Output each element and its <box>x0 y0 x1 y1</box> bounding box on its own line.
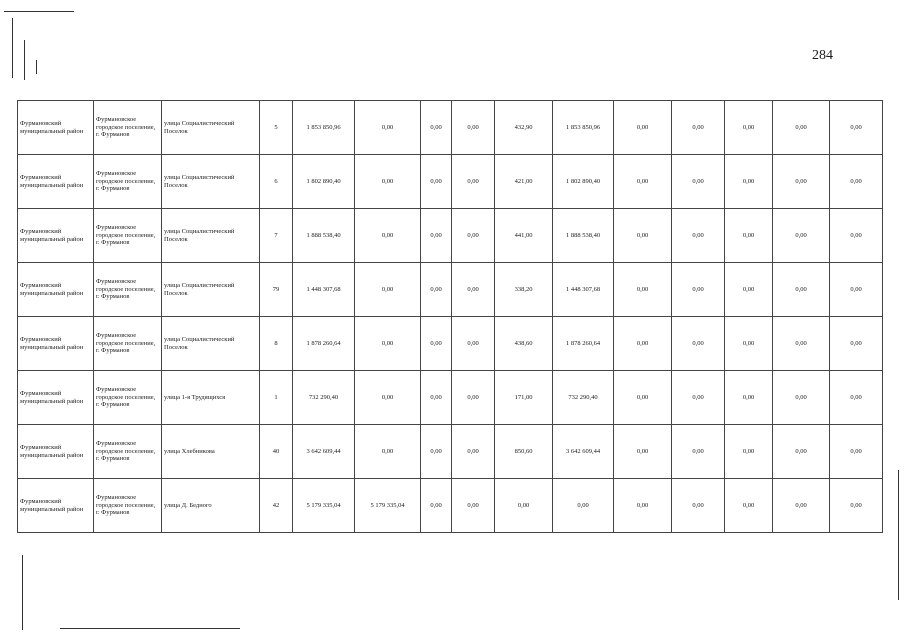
cell-value-1: 1 888 538,40 <box>293 209 355 263</box>
cell-value-9: 0,00 <box>725 155 773 209</box>
cell-value-9: 0,00 <box>725 101 773 155</box>
cell-value-9: 0,00 <box>725 425 773 479</box>
cell-value-8: 0,00 <box>672 425 725 479</box>
cell-value-8: 0,00 <box>672 317 725 371</box>
cell-value-7: 0,00 <box>614 101 672 155</box>
table-row <box>18 479 883 533</box>
cell-value-2: 0,00 <box>355 101 421 155</box>
cell-value-6: 1 802 890,40 <box>553 155 614 209</box>
cell-value-10: 0,00 <box>773 209 830 263</box>
cell-house-number: 8 <box>260 317 293 371</box>
cell-value-10: 0,00 <box>773 155 830 209</box>
cell-value-5: 338,20 <box>495 263 553 317</box>
cell-value-11: 0,00 <box>830 371 883 425</box>
cell-value-4: 0,00 <box>452 263 495 317</box>
cell-settlement: Фурмановское городское поселение, г. Фурманов <box>94 425 162 479</box>
cell-value-2: 5 179 335,04 <box>355 479 421 533</box>
cell-value-4: 0,00 <box>452 371 495 425</box>
cell-value-11: 0,00 <box>830 317 883 371</box>
cell-value-5: 421,00 <box>495 155 553 209</box>
cell-settlement: Фурмановское городское поселение, г. Фурманов <box>94 479 162 533</box>
scan-artifact <box>898 470 899 600</box>
cell-house-number: 6 <box>260 155 293 209</box>
cell-value-1: 3 642 609,44 <box>293 425 355 479</box>
cell-value-4: 0,00 <box>452 155 495 209</box>
cell-value-3: 0,00 <box>421 209 452 263</box>
scan-artifact <box>60 628 240 629</box>
cell-value-10: 0,00 <box>773 263 830 317</box>
cell-settlement: Фурмановское городское поселение, г. Фурманов <box>94 371 162 425</box>
table-row <box>18 263 883 317</box>
cell-value-10: 0,00 <box>773 317 830 371</box>
cell-value-1: 5 179 335,04 <box>293 479 355 533</box>
cell-value-3: 0,00 <box>421 371 452 425</box>
cell-value-9: 0,00 <box>725 263 773 317</box>
cell-value-3: 0,00 <box>421 101 452 155</box>
cell-settlement: Фурмановское городское поселение, г. Фурманов <box>94 317 162 371</box>
cell-value-1: 1 853 850,96 <box>293 101 355 155</box>
cell-value-11: 0,00 <box>830 155 883 209</box>
cell-value-9: 0,00 <box>725 479 773 533</box>
cell-value-4: 0,00 <box>452 479 495 533</box>
cell-district: Фурмановский муниципальный район <box>18 155 94 209</box>
cell-value-11: 0,00 <box>830 209 883 263</box>
cell-value-6: 732 290,40 <box>553 371 614 425</box>
cell-value-3: 0,00 <box>421 155 452 209</box>
cell-house-number: 7 <box>260 209 293 263</box>
cell-value-3: 0,00 <box>421 479 452 533</box>
cell-settlement: Фурмановское городское поселение, г. Фурманов <box>94 209 162 263</box>
cell-settlement: Фурмановское городское поселение, г. Фурманов <box>94 155 162 209</box>
cell-house-number: 40 <box>260 425 293 479</box>
cell-value-4: 0,00 <box>452 101 495 155</box>
cell-value-11: 0,00 <box>830 479 883 533</box>
cell-value-8: 0,00 <box>672 209 725 263</box>
cell-value-1: 1 878 260,64 <box>293 317 355 371</box>
cell-district: Фурмановский муниципальный район <box>18 479 94 533</box>
cell-value-8: 0,00 <box>672 479 725 533</box>
cell-value-11: 0,00 <box>830 101 883 155</box>
cell-value-3: 0,00 <box>421 317 452 371</box>
cell-value-8: 0,00 <box>672 101 725 155</box>
scan-artifact <box>24 40 25 80</box>
cell-value-5: 441,00 <box>495 209 553 263</box>
cell-value-1: 732 290,40 <box>293 371 355 425</box>
cell-street: улица Социалистический Поселок <box>162 263 260 317</box>
cell-district: Фурмановский муниципальный район <box>18 371 94 425</box>
cell-value-10: 0,00 <box>773 425 830 479</box>
cell-street: улица Социалистический Поселок <box>162 101 260 155</box>
cell-value-11: 0,00 <box>830 263 883 317</box>
cell-value-7: 0,00 <box>614 209 672 263</box>
cell-value-5: 850,60 <box>495 425 553 479</box>
cell-district: Фурмановский муниципальный район <box>18 209 94 263</box>
cell-value-7: 0,00 <box>614 479 672 533</box>
cell-value-5: 438,60 <box>495 317 553 371</box>
cell-value-2: 0,00 <box>355 209 421 263</box>
cell-value-6: 1 853 850,96 <box>553 101 614 155</box>
scan-artifact <box>12 18 13 78</box>
cell-value-6: 0,00 <box>553 479 614 533</box>
cell-value-4: 0,00 <box>452 425 495 479</box>
scan-artifact <box>36 60 37 74</box>
cell-value-6: 1 878 260,64 <box>553 317 614 371</box>
table-row <box>18 101 883 155</box>
cell-street: улица Социалистический Поселок <box>162 209 260 263</box>
cell-value-7: 0,00 <box>614 425 672 479</box>
scan-artifact <box>4 11 74 12</box>
cell-value-4: 0,00 <box>452 209 495 263</box>
cell-value-7: 0,00 <box>614 371 672 425</box>
cell-district: Фурмановский муниципальный район <box>18 101 94 155</box>
housing-register-table <box>17 100 883 533</box>
cell-value-8: 0,00 <box>672 263 725 317</box>
cell-value-2: 0,00 <box>355 155 421 209</box>
cell-value-8: 0,00 <box>672 155 725 209</box>
table-row <box>18 155 883 209</box>
cell-value-5: 432,90 <box>495 101 553 155</box>
cell-street: улица Д. Бедного <box>162 479 260 533</box>
cell-district: Фурмановский муниципальный район <box>18 425 94 479</box>
cell-value-11: 0,00 <box>830 425 883 479</box>
cell-value-1: 1 448 307,68 <box>293 263 355 317</box>
cell-value-10: 0,00 <box>773 479 830 533</box>
cell-value-3: 0,00 <box>421 425 452 479</box>
cell-house-number: 42 <box>260 479 293 533</box>
cell-value-10: 0,00 <box>773 371 830 425</box>
cell-value-5: 0,00 <box>495 479 553 533</box>
cell-value-9: 0,00 <box>725 371 773 425</box>
cell-value-7: 0,00 <box>614 317 672 371</box>
cell-street: улица Социалистический Поселок <box>162 155 260 209</box>
cell-house-number: 5 <box>260 101 293 155</box>
cell-value-9: 0,00 <box>725 209 773 263</box>
table-row <box>18 425 883 479</box>
cell-value-1: 1 802 890,40 <box>293 155 355 209</box>
cell-settlement: Фурмановское городское поселение, г. Фурманов <box>94 101 162 155</box>
cell-value-6: 1 448 307,68 <box>553 263 614 317</box>
cell-street: улица 1-я Трудящихся <box>162 371 260 425</box>
scan-artifact <box>22 555 23 630</box>
cell-value-2: 0,00 <box>355 263 421 317</box>
cell-value-10: 0,00 <box>773 101 830 155</box>
cell-house-number: 79 <box>260 263 293 317</box>
cell-value-9: 0,00 <box>725 317 773 371</box>
cell-street: улица Социалистический Поселок <box>162 317 260 371</box>
cell-value-3: 0,00 <box>421 263 452 317</box>
cell-value-8: 0,00 <box>672 371 725 425</box>
table-row <box>18 371 883 425</box>
table-row <box>18 209 883 263</box>
cell-house-number: 1 <box>260 371 293 425</box>
cell-value-7: 0,00 <box>614 155 672 209</box>
cell-value-6: 3 642 609,44 <box>553 425 614 479</box>
cell-district: Фурмановский муниципальный район <box>18 317 94 371</box>
cell-district: Фурмановский муниципальный район <box>18 263 94 317</box>
cell-value-2: 0,00 <box>355 371 421 425</box>
cell-value-5: 171,00 <box>495 371 553 425</box>
cell-value-4: 0,00 <box>452 317 495 371</box>
cell-street: улица Хлебникова <box>162 425 260 479</box>
cell-value-2: 0,00 <box>355 425 421 479</box>
cell-value-2: 0,00 <box>355 317 421 371</box>
cell-settlement: Фурмановское городское поселение, г. Фурманов <box>94 263 162 317</box>
cell-value-7: 0,00 <box>614 263 672 317</box>
table-row <box>18 317 883 371</box>
cell-value-6: 1 888 538,40 <box>553 209 614 263</box>
page-number: 284 <box>812 48 833 63</box>
